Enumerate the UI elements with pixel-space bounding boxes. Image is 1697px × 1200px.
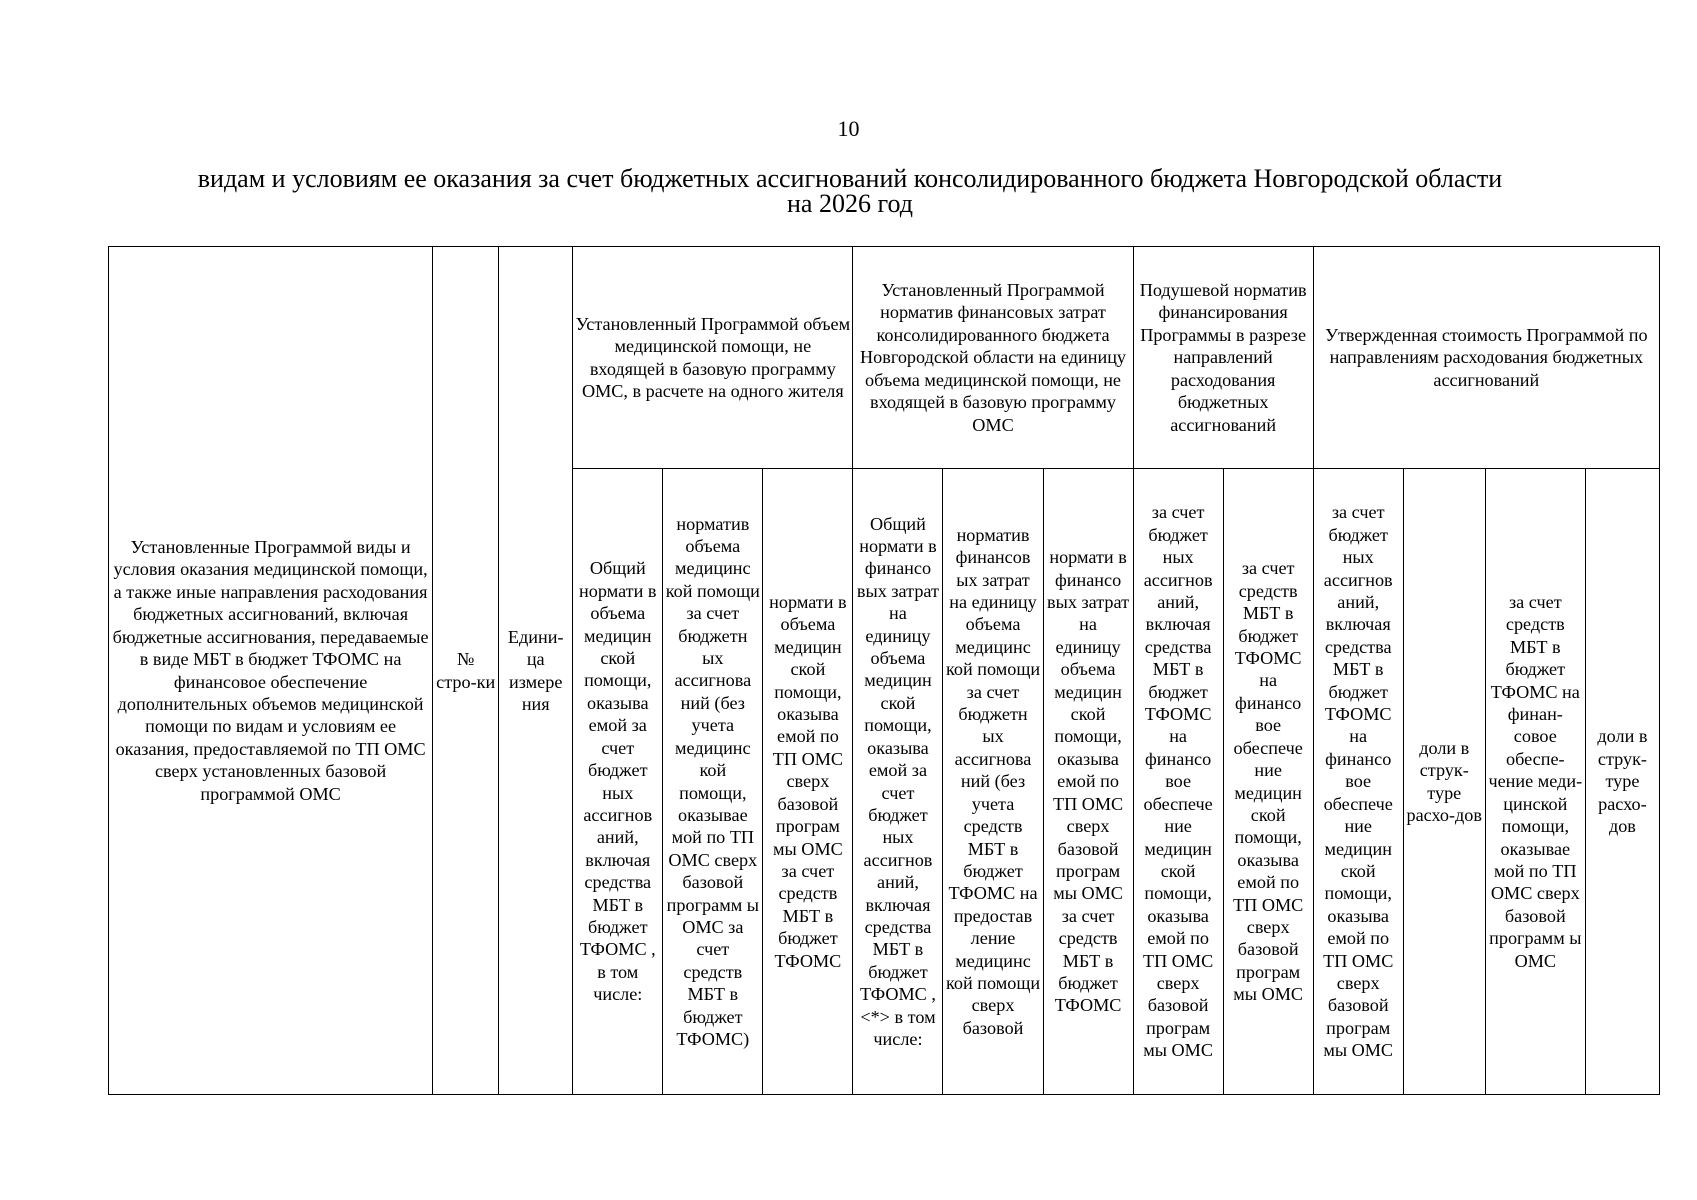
header-service-types: Установленные Программой виды и условия оказания медицинской помощи, а также иные направления расходования бюджетных ассигнований, включая бюджетные ассигнования, передаваемые в виде МБТ в бюджет ТФОМС на финансовое обеспечение дополнительных объемов медицинской помощи по видам и условиям ее оказания, предоставляемой по ТП ОМС сверх установленных базовой программой ОМС	[109, 247, 433, 1095]
header-unit: Едини-ца измере ния	[499, 247, 573, 1095]
page-title	[110, 166, 1590, 216]
subheader-approved-budget-share: доли в струк-туре расхо-дов	[1403, 469, 1485, 1095]
subheader-approved-budget: за счет бюджет ных ассигнов аний, включая средства МБТ в бюджет ТФОМС на финансо вое обеспече ние медицин ской помощи, оказыва емой по ТП ОМС сверх базовой програм мы ОМС	[1313, 469, 1403, 1095]
title-line-1: видам и условиям ее оказания за счет бюджетных ассигнований консолидированного бюджета Новгородской области	[197, 164, 1503, 193]
header-group-cost: Установленный Программой норматив финансовых затрат консолидированного бюджета Новгородской области на единицу объема медицинской помощи, не входящей в базовую программу ОМС	[853, 247, 1133, 469]
header-group-percapita: Подушевой норматив финансирования Программы в разрезе направлений расходования бюджетных ассигнований	[1133, 247, 1313, 469]
table-header-row	[109, 247, 1660, 469]
subheader-cost-total: Общий нормати в финансо вых затрат на единицу объема медицин ской помощи, оказыва емой за счет бюджет ных ассигнов аний, включая средства МБТ в бюджет ТФОМС , <*> в том числе:	[853, 469, 943, 1095]
title-line-2: на 2026 год	[787, 189, 913, 218]
subheader-volume-total: Общий нормати в объема медицин ской помощи, оказыва емой за счет бюджет ных ассигнов аний, включая средства МБТ в бюджет ТФОМС , в том числе:	[573, 469, 663, 1095]
subheader-cost-budget: норматив финансов ых затрат на единицу объема медицинс кой помощи за счет бюджетн ых ассигнова ний (без учета средств МБТ в бюджет ТФОМС на предостав ление медицинс кой помощи сверх базовой	[943, 469, 1043, 1095]
subheader-cost-mbt: нормати в финансо вых затрат на единицу объема медицин ской помощи, оказыва емой по ТП ОМС сверх базовой програм мы ОМС за счет средств МБТ в бюджет ТФОМС	[1043, 469, 1133, 1095]
subheader-volume-budget: норматив объема медицинс кой помощи за счет бюджетн ых ассигнова ний (без учета медицинс кой помощи, оказывае мой по ТП ОМС сверх базовой программ ы ОМС за счет средств МБТ в бюджет ТФОМС)	[663, 469, 763, 1095]
header-row-number: № стро-ки	[433, 247, 499, 1095]
header-group-approved: Утвержденная стоимость Программой по направлениям расходования бюджетных ассигнований	[1313, 247, 1659, 469]
subheader-percapita-budget: за счет бюджет ных ассигнов аний, включая средства МБТ в бюджет ТФОМС на финансо вое обеспече ние медицин ской помощи, оказыва емой по ТП ОМС сверх базовой програм мы ОМС	[1133, 469, 1223, 1095]
subheader-approved-mbt: за счет средств МБТ в бюджет ТФОМС на финан-совое обеспе-чение меди-цинской помощи, оказывае мой по ТП ОМС сверх базовой программ ы ОМС	[1485, 469, 1585, 1095]
page-number: 10	[837, 116, 860, 141]
subheader-approved-mbt-share: доли в струк-туре расхо-дов	[1585, 469, 1659, 1095]
header-group-volume: Установленный Программой объем медицинской помощи, не входящей в базовую программу ОМС, в расчете на одного жителя	[573, 247, 853, 469]
financing-table	[108, 246, 1660, 1095]
subheader-percapita-mbt: за счет средств МБТ в бюджет ТФОМС на финансо вое обеспече ние медицин ской помощи, оказыва емой по ТП ОМС сверх базовой програм мы ОМС	[1223, 469, 1313, 1095]
subheader-volume-mbt: нормати в объема медицин ской помощи, оказыва емой по ТП ОМС сверх базовой програм мы ОМС за счет средств МБТ в бюджет ТФОМС	[763, 469, 853, 1095]
